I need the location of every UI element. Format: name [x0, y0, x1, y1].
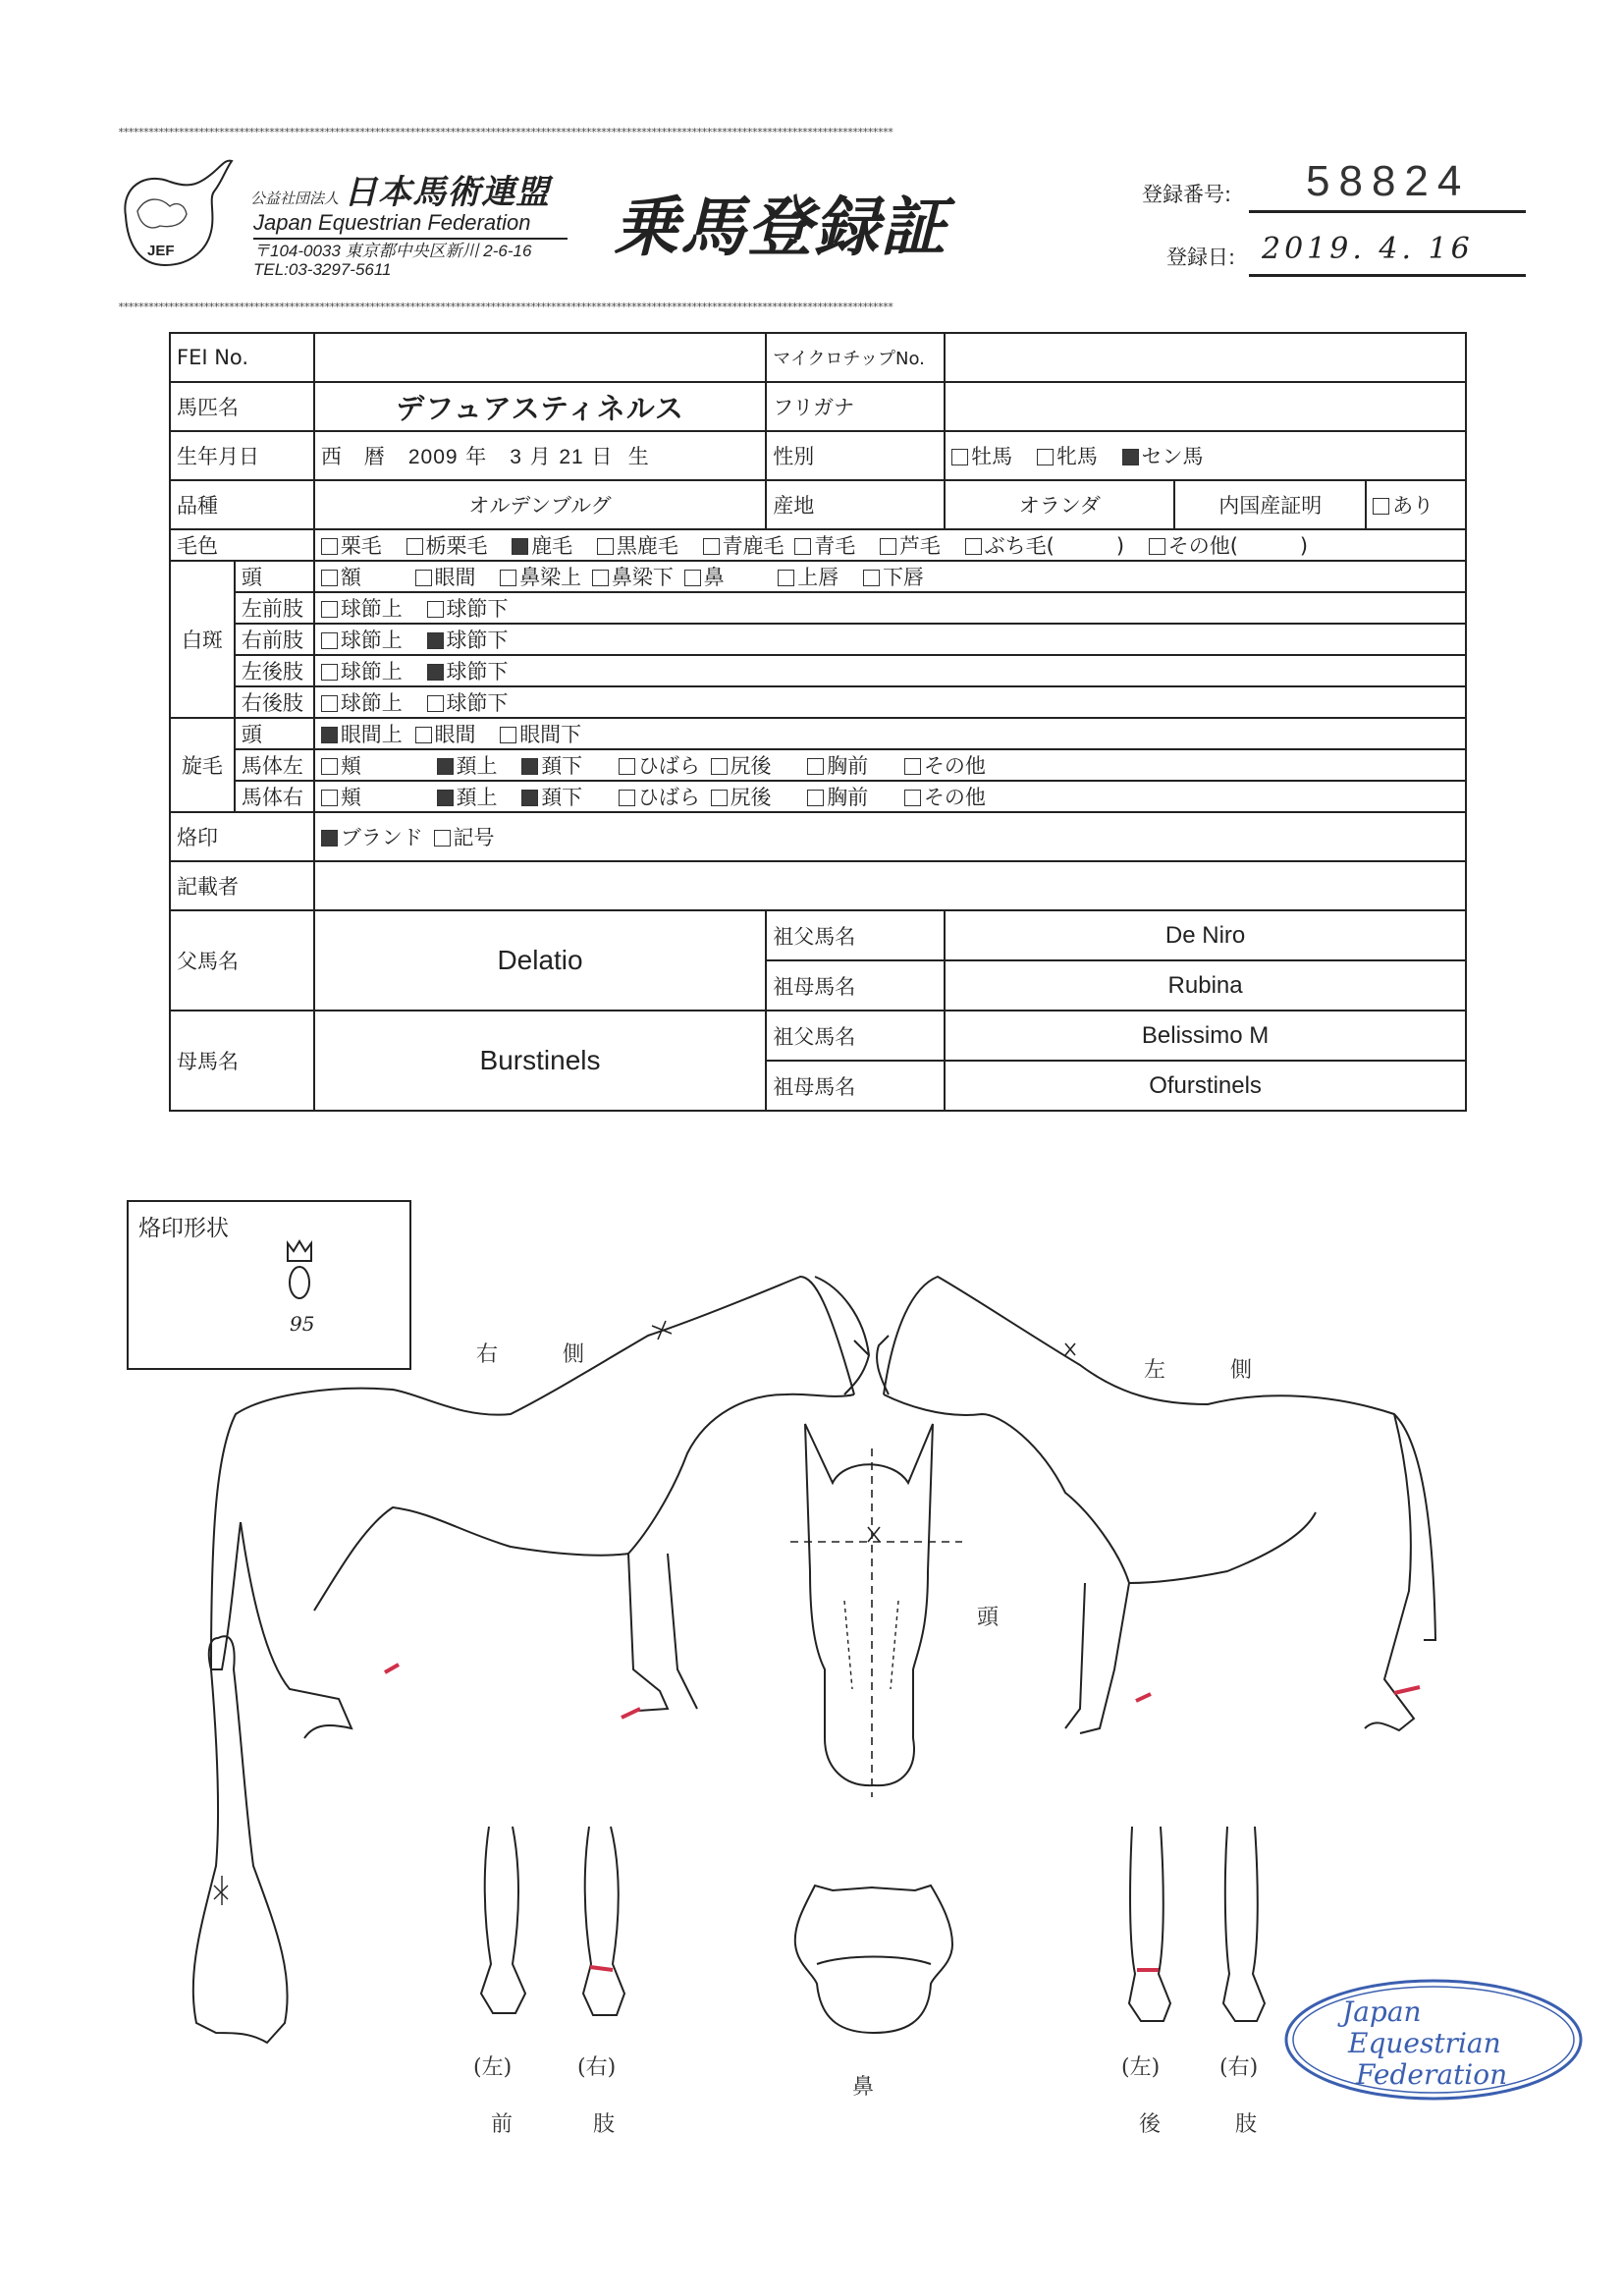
sire-dam-name: Rubina: [945, 960, 1466, 1011]
document-title: 乗馬登録証: [614, 190, 947, 265]
coat-option-label: 栗毛: [340, 534, 382, 558]
head-label: 頭: [977, 1606, 1000, 1630]
horse-name-value: デフュアスティネルス: [314, 382, 766, 431]
birth-month: 3: [510, 446, 522, 468]
option-label: 球節上: [340, 691, 403, 715]
option-label: 鼻梁下: [611, 566, 674, 589]
nose-label: 鼻: [852, 2075, 875, 2100]
brand-shape-number: 95: [290, 1312, 315, 1336]
brand-shape-label: 烙印形状: [138, 1216, 229, 1241]
svg-text:Equestrian: Equestrian: [1348, 2027, 1501, 2059]
white-marks-head-label: 頭: [235, 561, 314, 592]
sire-sire-name: De Niro: [945, 910, 1466, 960]
right-side-horse-icon: [211, 1277, 869, 1738]
birth-era: 西 暦: [320, 445, 386, 468]
coat-option-label: その他( ): [1167, 534, 1309, 558]
muzzle-icon: [795, 1886, 952, 2033]
federation-stamp-icon: [1281, 1974, 1586, 2106]
option-label: その他: [923, 754, 986, 778]
option-label: 球節下: [446, 691, 509, 715]
horse-name-label: 馬匹名: [170, 382, 314, 431]
whorls-label: 旋毛: [170, 718, 235, 812]
org-name-ja: 日本馬術連盟: [344, 173, 551, 212]
white-right-fore-label: 右前肢: [235, 624, 314, 655]
option-label: 眼間: [434, 723, 476, 746]
birth-date-label: 生年月日: [170, 431, 314, 480]
fore-caption-1: 前: [491, 2112, 514, 2137]
day-unit: 日: [591, 445, 614, 468]
option-label: 頬: [340, 754, 361, 778]
coat-option-label: 青鹿毛: [722, 534, 784, 558]
decorative-star-rule-top: **********************************************************************************************************************************************************: [118, 126, 893, 138]
coat-option-label: 黒鹿毛: [616, 534, 678, 558]
sex-label: 性別: [766, 431, 945, 480]
white-right-hind-label: 右後肢: [235, 686, 314, 718]
hind-legs-icon: [1129, 1827, 1265, 2021]
option-label: 上唇: [797, 566, 839, 589]
option-label: 球節上: [340, 629, 403, 652]
hind-caption-1: 後: [1139, 2112, 1162, 2137]
birth-year: 2009: [407, 446, 459, 468]
option-label: 胸前: [827, 786, 869, 809]
svg-text:Federation: Federation: [1356, 2058, 1508, 2091]
birth-day: 21: [559, 446, 584, 468]
left-side-horse-icon: [877, 1277, 1435, 1733]
furigana-label: フリガナ: [766, 382, 945, 431]
org-name-en: Japan Equestrian Federation: [253, 210, 531, 235]
fore-left-label: (左): [473, 2055, 513, 2080]
brand-label: 烙印: [170, 812, 314, 861]
org-prefix: 公益社団法人: [250, 190, 340, 207]
option-label: 球節下: [446, 629, 509, 652]
option-label: 尻後: [730, 786, 772, 809]
breed-value: オルデンブルグ: [314, 480, 766, 529]
dam-label: 母馬名: [170, 1011, 314, 1111]
coat-option-label: ぶち毛( ): [984, 534, 1125, 558]
decorative-star-rule-bottom: **********************************************************************************************************************************************************: [118, 301, 893, 313]
option-label: 胸前: [827, 754, 869, 778]
option-label: 球節下: [446, 660, 509, 683]
fore-legs-icon: [481, 1827, 624, 2015]
option-label: ブランド: [340, 826, 423, 849]
option-label: 頚上: [456, 786, 498, 809]
sex-option-label: 牝馬: [1055, 445, 1098, 468]
dam-dam-name: Ofurstinels: [945, 1061, 1466, 1111]
year-unit: 年: [465, 445, 488, 468]
svg-text:JEF: JEF: [147, 243, 175, 259]
option-label: 額: [340, 566, 361, 589]
option-label: ひばら: [637, 754, 700, 778]
option-label: ひばら: [637, 786, 700, 809]
sex-option-label: 牡馬: [971, 445, 1013, 468]
tel-line: TEL:03-3297-5611: [253, 260, 392, 279]
left-side-label: 左 側: [1144, 1358, 1253, 1383]
option-label: その他: [923, 786, 986, 809]
option-label: 記号: [453, 826, 495, 849]
fei-no-label: FEI No.: [170, 333, 314, 382]
option-label: 鼻梁上: [519, 566, 582, 589]
sire-dam-label: 祖母馬名: [766, 960, 945, 1011]
whorls-head-label: 頭: [235, 718, 314, 749]
registration-date-label: 登録日:: [1166, 246, 1236, 269]
coat-option-label: 青毛: [814, 534, 856, 558]
birth-suffix: 生: [627, 445, 650, 468]
origin-label: 産地: [766, 480, 945, 529]
fore-caption-2: 肢: [593, 2112, 616, 2137]
dam-name: Burstinels: [314, 1011, 766, 1111]
option-label: 球節上: [340, 597, 403, 621]
right-side-label: 右 側: [476, 1342, 585, 1367]
registration-date: 2019. 4. 16: [1262, 232, 1474, 266]
domestic-cert-option-label: あり: [1392, 494, 1434, 518]
white-left-hind-label: 左後肢: [235, 655, 314, 686]
domestic-cert-label: 内国産証明: [1174, 480, 1366, 529]
recorder-label: 記載者: [170, 861, 314, 910]
sire-name: Delatio: [314, 910, 766, 1011]
registration-number: 58824: [1306, 157, 1471, 205]
sire-label: 父馬名: [170, 910, 314, 1011]
coat-option-label: 芦毛: [898, 534, 941, 558]
whorls-body-left-label: 馬体左: [235, 749, 314, 781]
white-marks-label: 白斑: [170, 561, 235, 718]
sire-sire-label: 祖父馬名: [766, 910, 945, 960]
dam-sire-label: 祖父馬名: [766, 1011, 945, 1061]
option-label: 頚下: [541, 754, 583, 778]
coat-color-label: 毛色: [170, 529, 314, 561]
sex-option-label: セン馬: [1141, 445, 1204, 468]
registration-number-label: 登録番号:: [1142, 183, 1232, 206]
dam-sire-name: Belissimo M: [945, 1011, 1466, 1061]
top-view-horse-icon: [193, 1636, 288, 2043]
coat-option-label: 栃栗毛: [425, 534, 488, 558]
option-label: 球節下: [446, 597, 509, 621]
front-head-icon: [790, 1424, 962, 1797]
option-label: 頬: [340, 786, 361, 809]
whorls-body-right-label: 馬体右: [235, 781, 314, 812]
option-label: 眼間: [434, 566, 476, 589]
fore-right-label: (右): [577, 2055, 617, 2080]
address-line: 〒104-0033 東京都中央区新川 2-6-16: [253, 242, 532, 260]
breed-label: 品種: [170, 480, 314, 529]
option-label: 頚下: [541, 786, 583, 809]
option-label: 下唇: [882, 566, 924, 589]
dam-dam-label: 祖母馬名: [766, 1061, 945, 1111]
microchip-label: マイクロチップNo.: [766, 333, 945, 382]
hind-left-label: (左): [1121, 2055, 1161, 2080]
coat-option-label: 鹿毛: [531, 534, 573, 558]
white-left-fore-label: 左前肢: [235, 592, 314, 624]
option-label: 尻後: [730, 754, 772, 778]
hind-right-label: (右): [1219, 2055, 1259, 2080]
hind-caption-2: 肢: [1235, 2112, 1258, 2137]
origin-value: オランダ: [945, 480, 1174, 529]
option-label: 眼間下: [519, 723, 582, 746]
option-label: 球節上: [340, 660, 403, 683]
option-label: 頚上: [456, 754, 498, 778]
option-label: 鼻: [703, 566, 725, 589]
svg-text:Japan: Japan: [1342, 1995, 1422, 2028]
option-label: 眼間上: [340, 723, 403, 746]
month-unit: 月: [529, 445, 552, 468]
